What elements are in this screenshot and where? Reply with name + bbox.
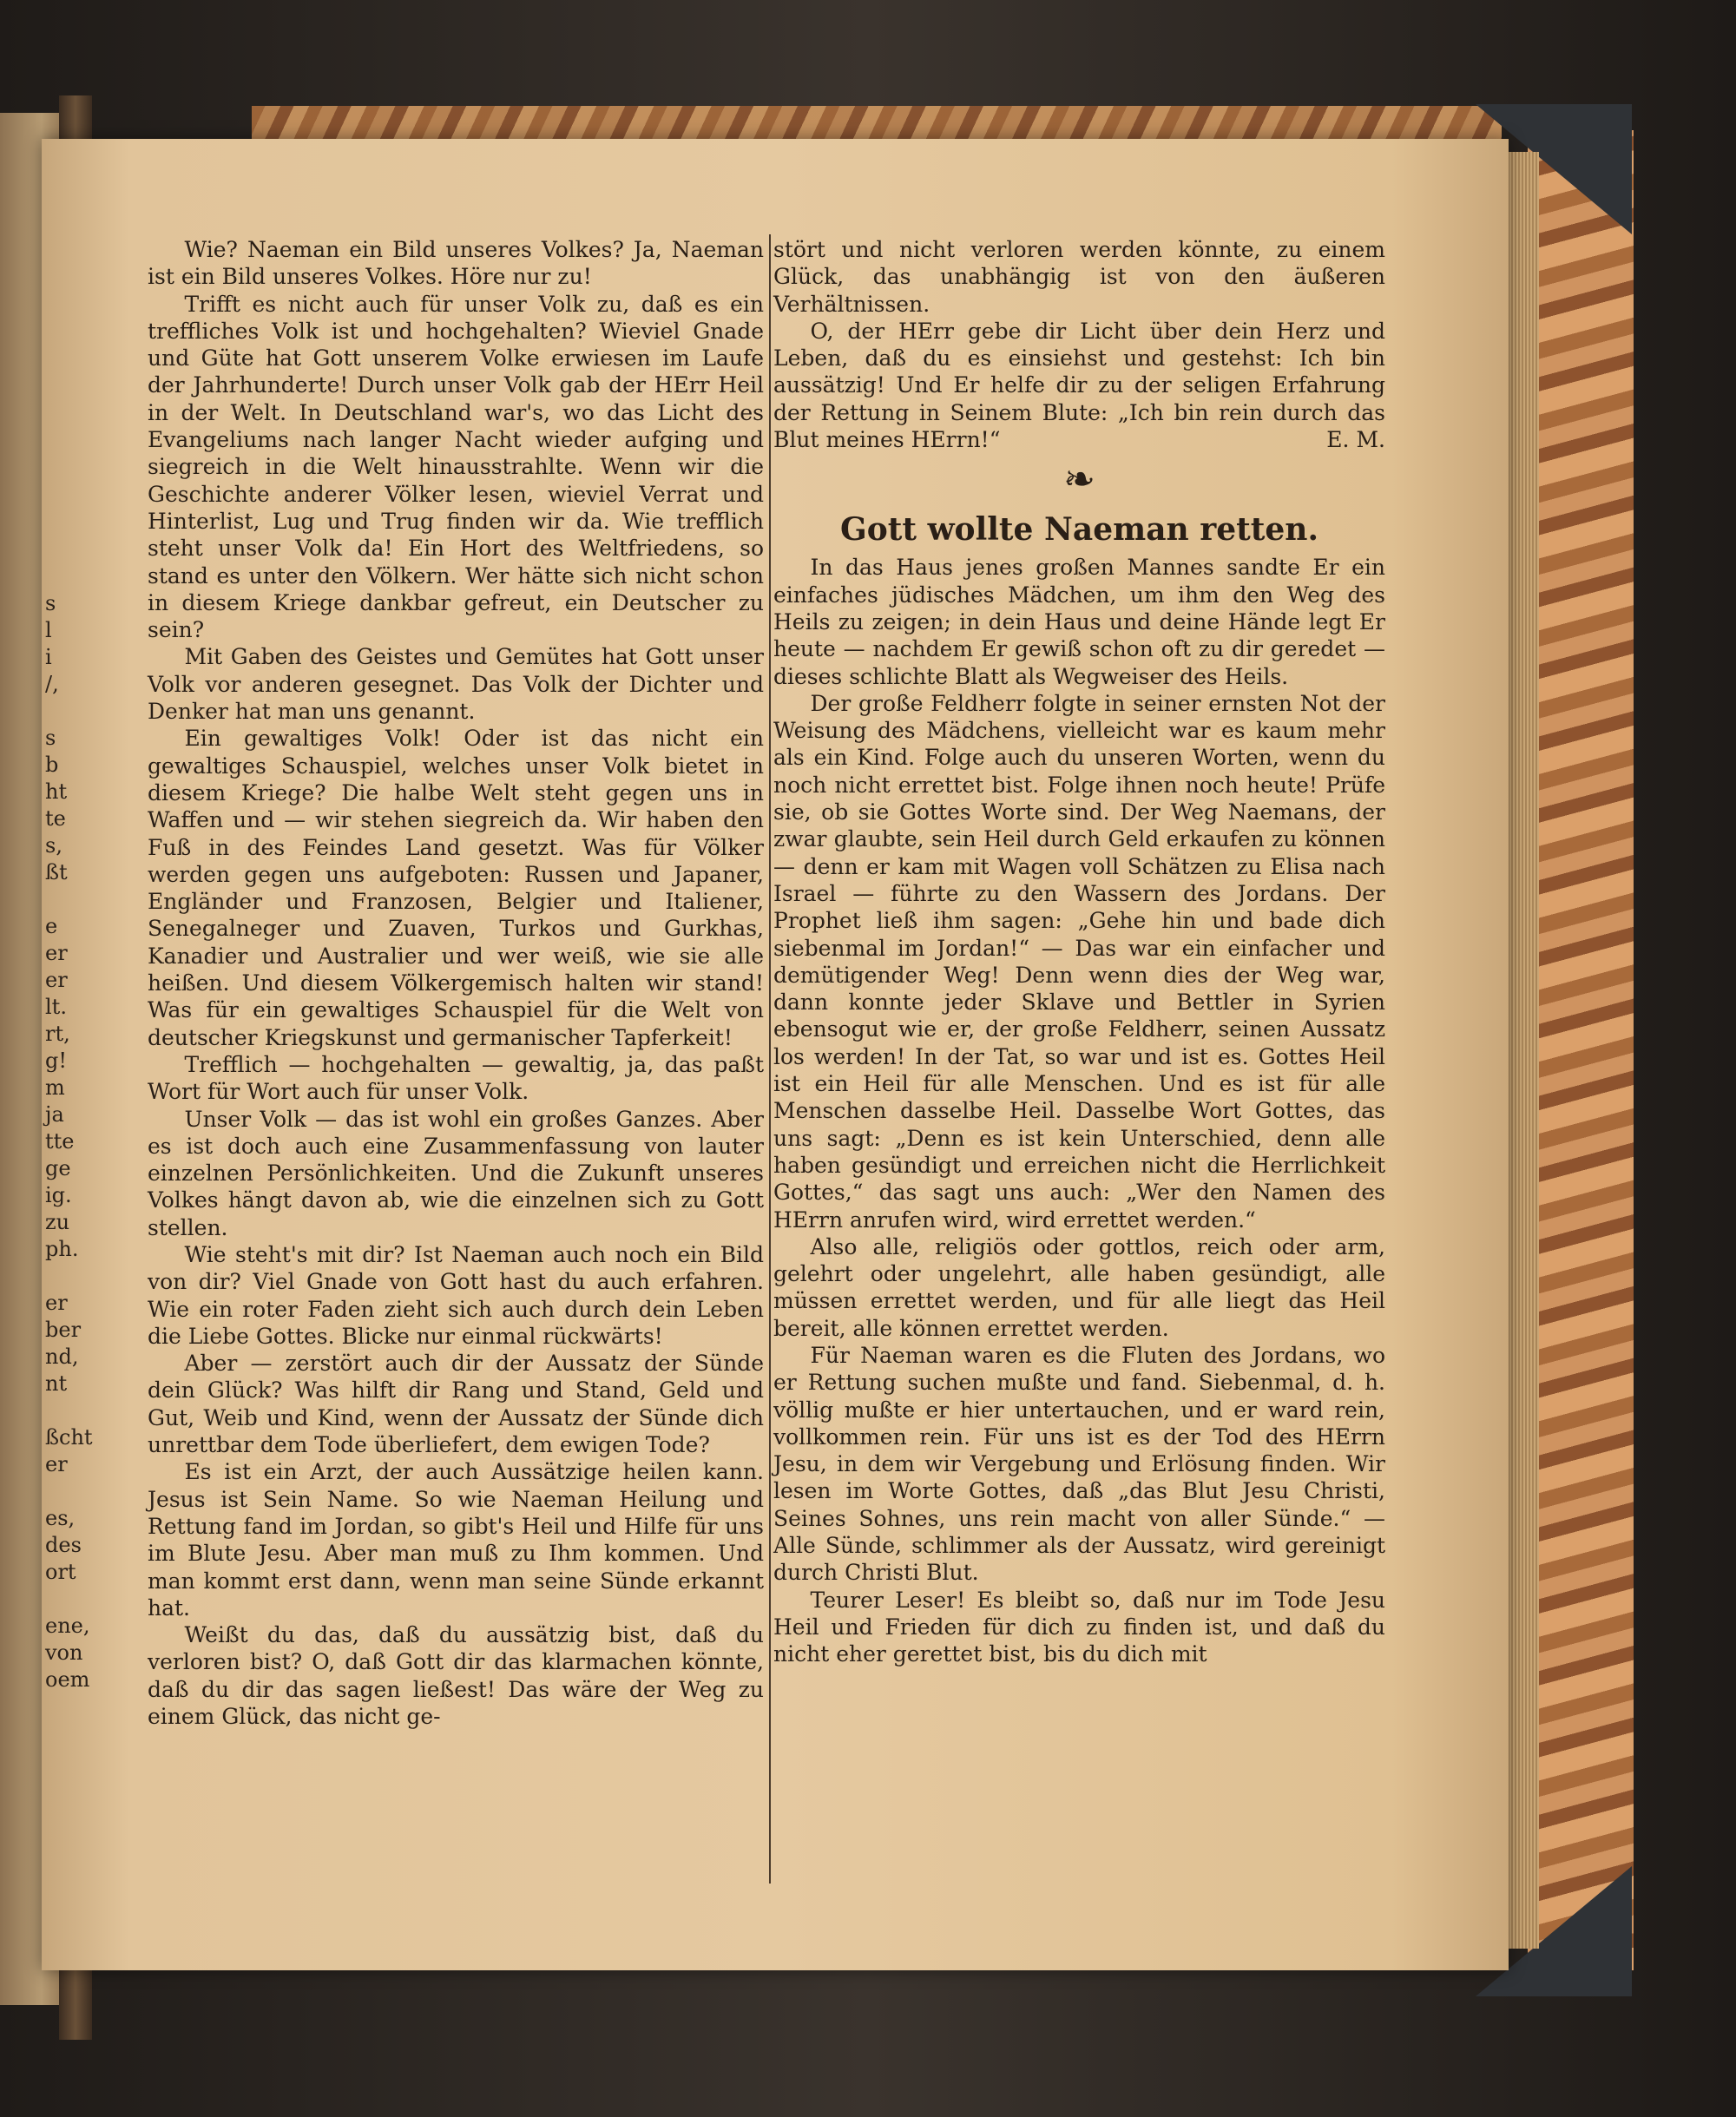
margin-fragment: b: [45, 753, 59, 777]
margin-fragment: s: [45, 726, 56, 750]
margin-fragment: tte: [45, 1129, 75, 1154]
paragraph: Weißt du das, daß du aussätzig bist, daß du verloren bist? O, daß Gott dir das klarmachen könnte, daß du dir das sagen ließest! Das wäre der Weg zu einem Glück, das nicht ge-: [148, 1622, 764, 1730]
margin-fragment: [45, 1478, 80, 1505]
paragraph: Trefflich — hochgehalten — gewaltig, ja, das paßt Wort für Wort auch für unser Volk.: [148, 1051, 764, 1105]
margin-fragment: nd,: [45, 1344, 79, 1369]
margin-fragment: ht: [45, 779, 68, 804]
margin-fragment: ge: [45, 1156, 71, 1180]
paragraph: Unser Volk — das ist wohl ein großes Ganzes. Aber es ist doch auch eine Zusammenfassung von lauter einzelnen Persönlichkeiten. Und die Zukunft unseres Volkes hängt davon ab, wie die einzelnen sich zu Gott stellen.: [148, 1106, 764, 1240]
margin-fragment: er: [45, 1452, 68, 1476]
margin-fragment: ßt: [45, 860, 68, 884]
paragraph: In das Haus jenes großen Mannes sandte Er ein einfaches jüdisches Mädchen, um ihm den Weg des Heils zu zeigen; in dein Haus und deine Hände legt Er heute — nachdem Er gewiß schon oft zu dir geredet — dieses schlichte Blatt als Wegweiser des Heils.: [773, 555, 1385, 689]
margin-fragment: ph.: [45, 1237, 79, 1261]
margin-fragment: s: [45, 591, 56, 615]
margin-fragment: oem: [45, 1667, 90, 1692]
margin-fragment: [45, 1397, 80, 1424]
paragraph: Teurer Leser! Es bleibt so, daß nur im Tode Jesu Heil und Frieden für dich zu finden ist, und daß du nicht eher gerettet bist, bis du dich mit: [773, 1587, 1385, 1667]
margin-fragment: er: [45, 1291, 68, 1315]
margin-fragment: [45, 698, 80, 725]
paragraph: Aber — zerstört auch dir der Aussatz der Sünde dein Glück? Was hilft dir Rang und Stand, Geld und Gut, Weib und Kind, wenn der Aussatz der Sünde dich unrettbar dem Tode überliefert, dem ewigen Tode?: [148, 1351, 764, 1458]
margin-fragment: [45, 1586, 80, 1613]
marbled-cover-right: [1528, 130, 1634, 1970]
margin-fragment: /,: [45, 672, 59, 696]
margin-fragment: er: [45, 941, 68, 965]
margin-fragment: i: [45, 645, 52, 669]
paragraph: Für Naeman waren es die Fluten des Jordans, wo er Rettung suchen mußte und fand. Siebenmal, d. h. völlig mußte er hier untertauchen, und er ward rein, vollkommen rein. Für uns ist es der Tod des HErrn Jesu, in dem wir Vergebung und Erlösung finden. Wir lesen im Worte Gottes, daß „das Blut Jesu Christi, Seines Sohnes, uns rein macht von aller Sünde.“ — Alle Sünde, schlimmer als der Aussatz, wird gereinigt durch Christi Blut.: [773, 1342, 1385, 1586]
column-divider: [769, 234, 771, 1884]
margin-fragment: e: [45, 914, 58, 938]
margin-fragment: es,: [45, 1506, 76, 1530]
marbled-edge-top: [252, 106, 1502, 141]
book-page: [42, 139, 1509, 1970]
margin-fragment: s,: [45, 833, 62, 858]
right-text-column: [773, 236, 1385, 1668]
author-signature: E. M.: [1326, 427, 1385, 453]
paragraph: Trifft es nicht auch für unser Volk zu, daß es ein treffliches Volk ist und hochgehalten? Wieviel Gnade und Güte hat Gott unserem Volke erwiesen im Laufe der Jahrhunderte! Durch unser Volk gab der HErr Heil in der Welt. In Deutschland war's, wo das Licht des Evangeliums nach langer Nacht wieder aufging und siegreich in die Welt hinausstrahlte. Wenn wir die Geschichte anderer Völker lesen, wieviel Verrat und Hinterlist, Lug und Trug finden wir da. Wie trefflich steht unser Volk da! Ein Hort des Weltfriedens, so stand es unter den Völkern. Wer hätte sich nicht schon in diesem Kriege dankbar gefreut, ein Deutscher zu sein?: [148, 291, 764, 643]
margin-fragment: l: [45, 618, 52, 642]
margin-fragment: lt.: [45, 995, 67, 1019]
continuation-paragraph: stört und nicht verloren werden könnte, zu einem Glück, das unabhängig ist von den äußeren Verhältnissen.: [773, 237, 1385, 317]
paragraph: Wie? Naeman ein Bild unseres Volkes? Ja, Naeman ist ein Bild unseres Volkes. Höre nur zu!: [148, 237, 764, 290]
paragraph: Mit Gaben des Geistes und Gemütes hat Gott unser Volk vor anderen gesegnet. Das Volk der Dichter und Denker hat man uns genannt.: [148, 644, 764, 725]
margin-fragment: [45, 1263, 80, 1290]
margin-fragment: er: [45, 968, 68, 992]
margin-fragment: von: [45, 1640, 83, 1665]
margin-fragment: des: [45, 1533, 82, 1557]
margin-fragment: ber: [45, 1318, 82, 1342]
article-title: Gott wollte Naeman retten.: [840, 511, 1318, 549]
paragraph: Der große Feldherr folgte in seiner ernsten Not der Weisung des Mädchens, vielleicht war es kaum mehr als ein Kind. Folge auch du unseren Worten, wenn du noch nicht errettet bist. Folge ihnen noch heute! Prüfe sie, ob sie Gottes Worte sind. Der Weg Naemans, der zwar glaubte, sein Heil durch Geld erkaufen zu können — denn er kam mit Wagen voll Schätzen zu Elisa nach Israel — führte zu den Wassern des Jordans. Der Prophet ließ ihm sagen: „Gehe hin und bade dich siebenmal im Jordan!“ — Das war ein einfacher und demütigender Weg! Denn wenn dies der Weg war, dann konnte jeder Sklave und Bettler in Syrien ebensogut wie er, der große Feldherr, seinen Aussatz los werden! In der Tat, so war und ist es. Gottes Heil ist ein Heil für alle Menschen. Und es ist für alle Menschen dasselbe Heil. Dasselbe Wort Gottes, das uns sagt: „Denn es ist kein Unterschied, denn alle haben gesündigt und erreichen nicht die Herrlichkeit Gottes,“ das sagt uns auch: „Wer den Namen des HErrn anrufen wird, wird errettet werden.“: [773, 690, 1385, 1233]
margin-fragment: m: [45, 1075, 65, 1100]
left-text-column: [148, 236, 764, 1730]
margin-fragment: zu: [45, 1210, 70, 1234]
paragraph: Also alle, religiös oder gottlos, reich oder arm, gelehrt oder ungelehrt, alle haben gesündigt, alle müssen errettet werden, und für alle liegt das Heil bereit, alle können errettet werden.: [773, 1233, 1385, 1341]
paragraph: Ein gewaltiges Volk! Oder ist das nicht ein gewaltiges Schauspiel, welches unser Volk bietet in diesem Kriege? Die halbe Welt steht gegen uns in Waffen und — wir stehen siegreich da. Wir haben den Fuß in des Feindes Land gesetzt. Was für Völker werden gegen uns aufgeboten: Russen und Japaner, Engländer und Franzosen, Belgier und Italiener, Senegalneger und Zuaven, Turkos und Gurkhas, Kanadier und Australier und wer weiß, wie sie alle heißen. Und diesem Völkergemisch halten wir stand! Was für ein gewaltiges Schauspiel für die Welt von deutscher Kriegskunst und germanischer Tapferkeit!: [148, 726, 764, 1050]
margin-fragment: nt: [45, 1371, 68, 1396]
margin-fragment: rt,: [45, 1022, 70, 1046]
left-margin-fragments: [45, 590, 93, 1996]
margin-fragment: g!: [45, 1049, 68, 1073]
paragraph: Wie steht's mit dir? Ist Naeman auch noch ein Bild von dir? Viel Gnade von Gott hast du auch erfahren. Wie ein roter Faden zieht sich auch durch dein Leben die Liebe Gottes. Blicke nur einmal rückwärts!: [148, 1241, 764, 1349]
margin-fragment: ig.: [45, 1183, 72, 1207]
closing-paragraph: [773, 318, 1385, 453]
margin-fragment: te: [45, 806, 66, 831]
fleuron-ornament-icon: ❧: [1063, 457, 1095, 503]
paragraph: Es ist ein Arzt, der auch Aussätzige heilen kann. Jesus ist Sein Name. So wie Naeman Heilung und Rettung fand im Jordan, so gibt's Heil und Hilfe für uns im Blute Jesu. Aber man muß zu Ihm kommen. Und man kommt erst dann, wenn man seine Sünde erkannt hat.: [148, 1459, 764, 1621]
margin-fragment: ort: [45, 1560, 76, 1584]
margin-fragment: ene,: [45, 1614, 90, 1638]
closing-text: O, der HErr gebe dir Licht über dein Herz und Leben, daß du es einsiehst und gestehst: Ich bin aussätzig! Und Er helfe dir zu der seligen Erfahrung der Rettung in Seinem Blute: „Ich bin rein durch das Blut meines HErrn!“: [773, 318, 1385, 453]
margin-fragment: ja: [45, 1102, 64, 1127]
margin-fragment: [45, 886, 80, 913]
margin-fragment: ßcht: [45, 1425, 93, 1450]
